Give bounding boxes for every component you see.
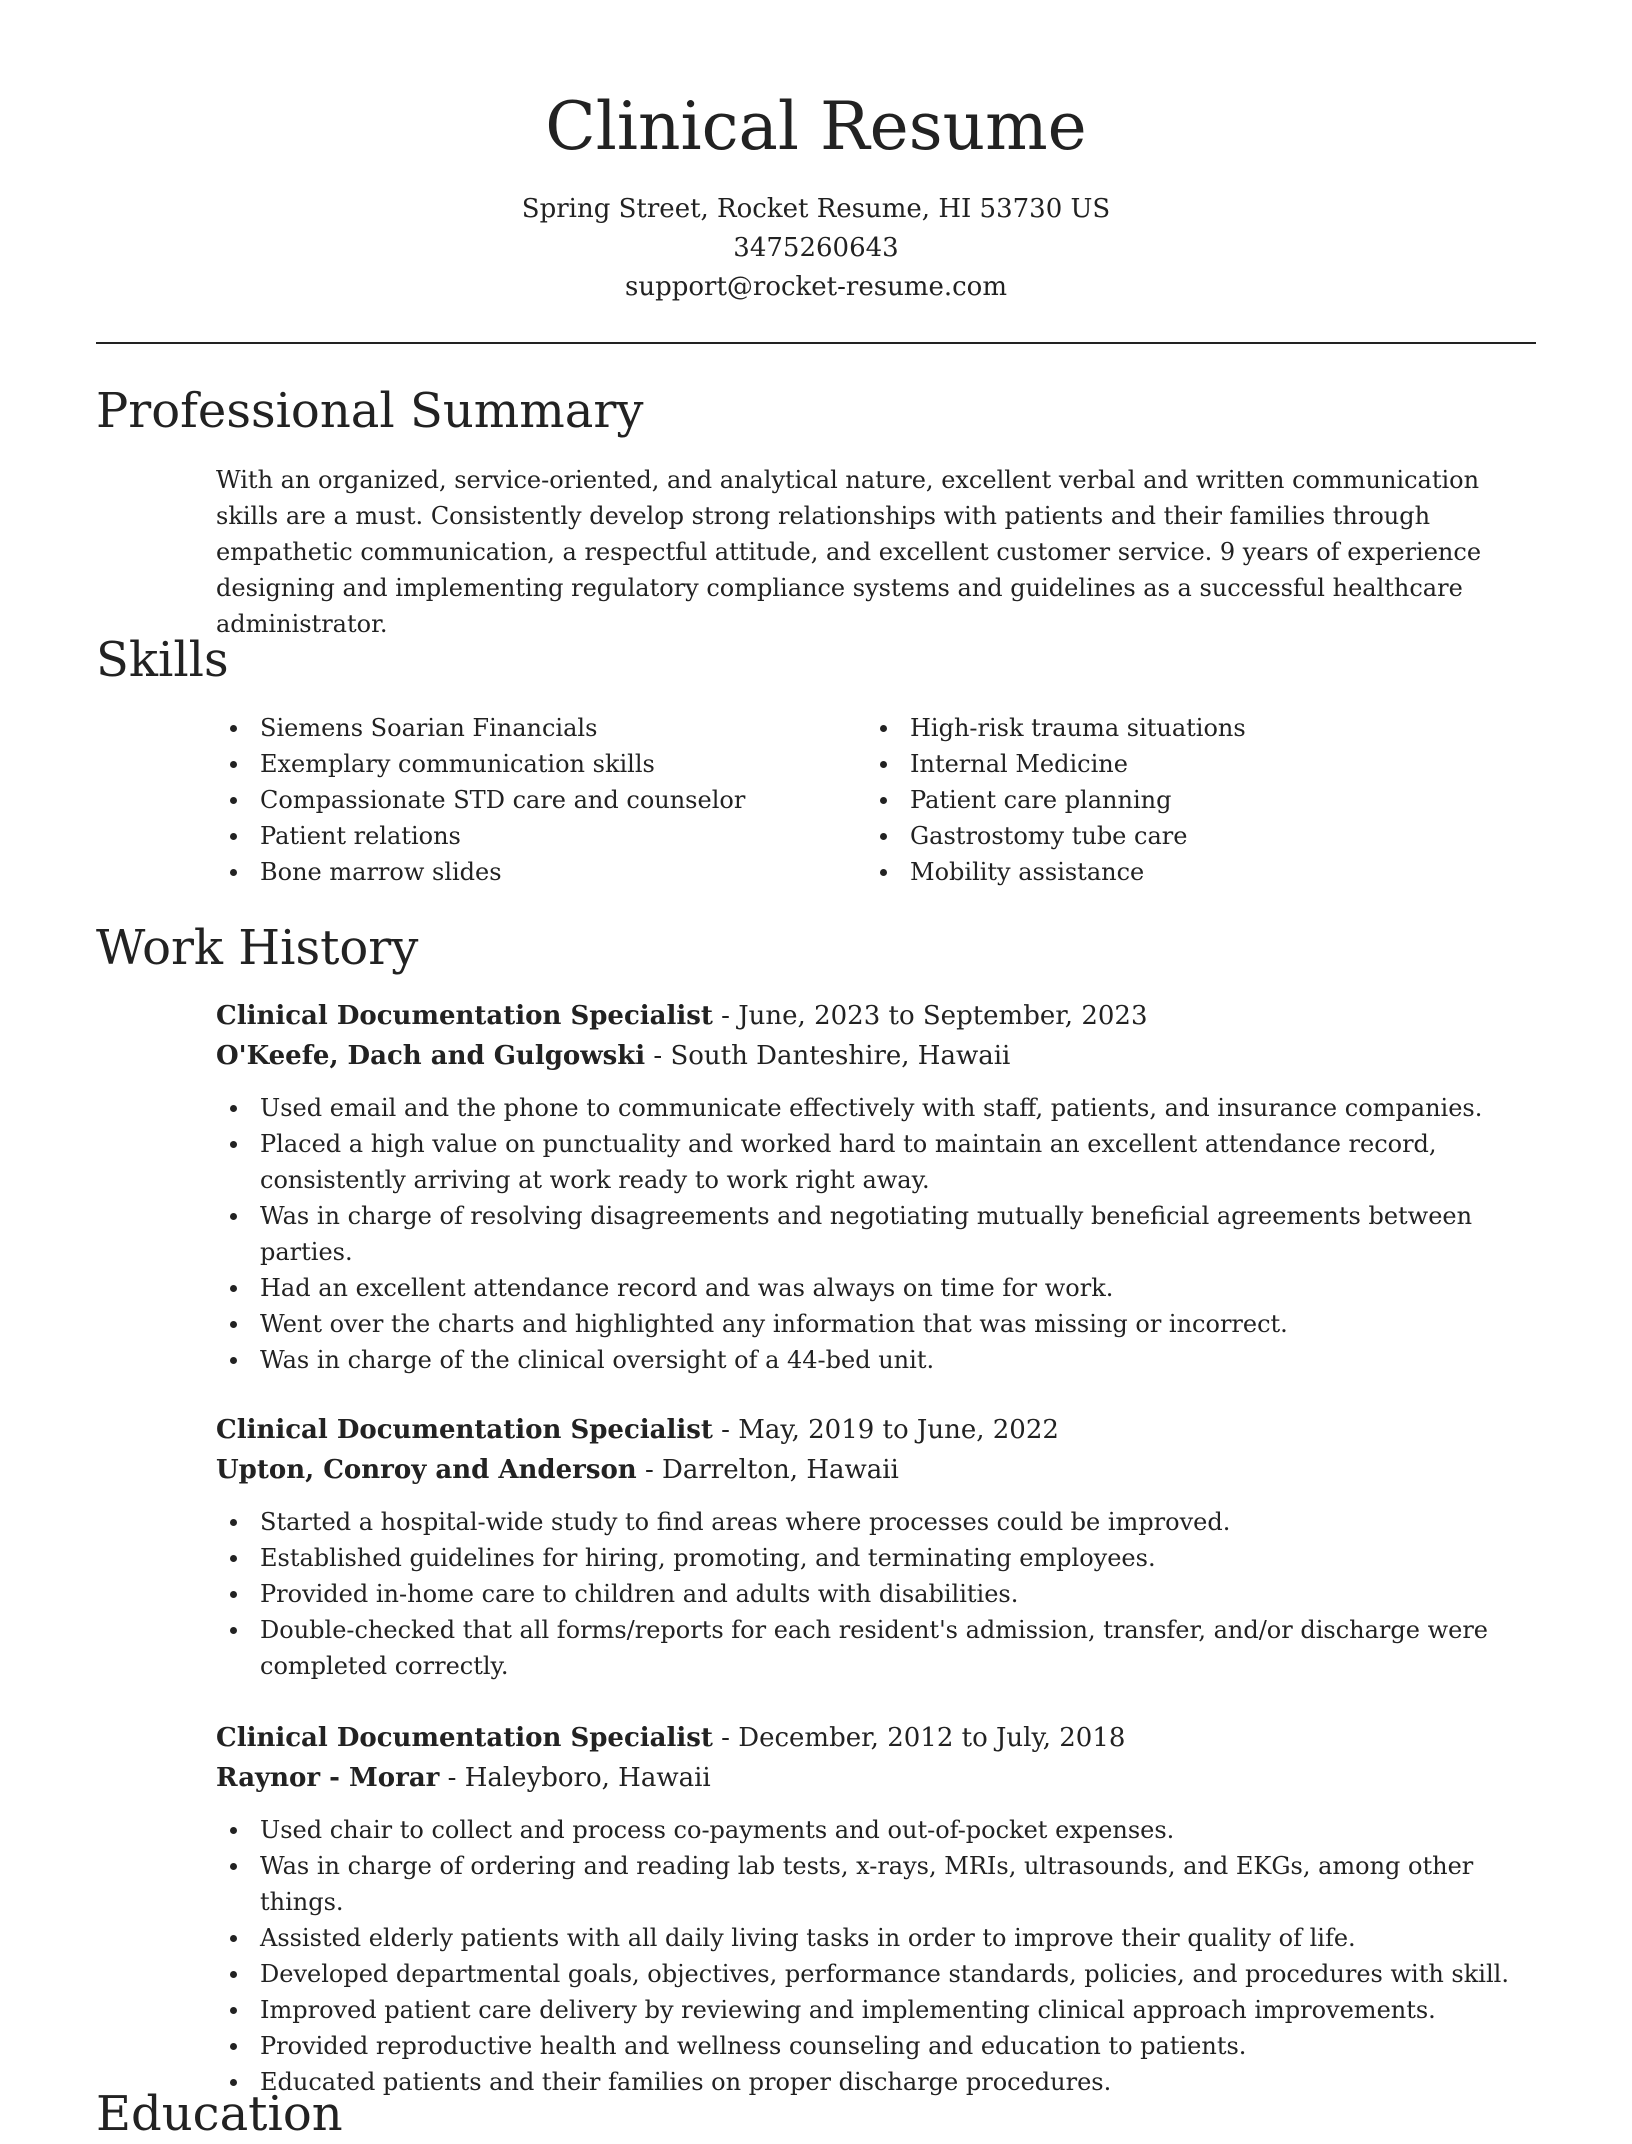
job-bullet: Was in charge of the clinical oversight of a 44-bed unit. <box>216 1342 1536 1378</box>
job-title: Clinical Documentation Specialist <box>216 1415 713 1445</box>
contact-address: Spring Street, Rocket Resume, HI 53730 US <box>521 194 1111 224</box>
job-bullet: Went over the charts and highlighted any information that was missing or incorrect. <box>216 1306 1536 1342</box>
job-title-line <box>216 1410 1536 1450</box>
job-entry <box>216 1410 1536 1684</box>
skill-item: Bone marrow slides <box>216 854 816 890</box>
resume-title: Clinical Resume <box>545 88 1087 165</box>
job-bullet: Educated patients and their families on proper discharge procedures. <box>216 2064 1536 2100</box>
skill-item: High-risk trauma situations <box>866 710 1466 746</box>
skill-item: Siemens Soarian Financials <box>216 710 816 746</box>
job-title: Clinical Documentation Specialist <box>216 1001 713 1031</box>
job-bullets <box>216 1812 1536 2100</box>
skill-item: Patient relations <box>216 818 816 854</box>
contact-phone: 3475260643 <box>733 233 899 263</box>
job-company: Upton, Conroy and Anderson <box>216 1455 637 1485</box>
job-title-line <box>216 996 1536 1036</box>
job-location: - Haleyboro, Hawaii <box>439 1763 711 1793</box>
job-bullets <box>216 1504 1536 1684</box>
skill-item: Gastrostomy tube care <box>866 818 1466 854</box>
job-bullet: Double-checked that all forms/reports for each resident's admission, transfer, and/or discharge were completed correctly. <box>216 1612 1536 1684</box>
job-title-line <box>216 1718 1536 1758</box>
job-title: Clinical Documentation Specialist <box>216 1723 713 1753</box>
skills-heading: Skills <box>96 632 229 688</box>
job-bullet: Had an excellent attendance record and was always on time for work. <box>216 1270 1536 1306</box>
job-entry <box>216 1718 1536 2100</box>
skill-item: Internal Medicine <box>866 746 1466 782</box>
job-bullet: Developed departmental goals, objectives, performance standards, policies, and procedures with skill. <box>216 1956 1536 1992</box>
job-bullet: Established guidelines for hiring, promoting, and terminating employees. <box>216 1540 1536 1576</box>
summary-text: With an organized, service-oriented, and analytical nature, excellent verbal and written communication skills are a must. Consistently develop strong relationships with patients and their families through empathetic communication, a respectful attitude, and excellent customer service. 9 years of experience designing and implementing regulatory compliance systems and guidelines as a successful healthcare administrator. <box>216 466 1482 638</box>
job-bullet: Placed a high value on punctuality and worked hard to maintain an excellent attendance record, consistently arriving at work ready to work right away. <box>216 1126 1536 1198</box>
header-divider <box>96 342 1536 344</box>
job-bullet: Assisted elderly patients with all daily living tasks in order to improve their quality of life. <box>216 1920 1536 1956</box>
job-bullet: Improved patient care delivery by reviewing and implementing clinical approach improvements. <box>216 1992 1536 2028</box>
job-dates: - June, 2023 to September, 2023 <box>712 1001 1148 1031</box>
job-company-line <box>216 1036 1536 1076</box>
job-company: Raynor - Morar <box>216 1763 440 1793</box>
summary-heading: Professional Summary <box>96 383 644 439</box>
skill-item: Exemplary communication skills <box>216 746 816 782</box>
skill-item: Compassionate STD care and counselor <box>216 782 816 818</box>
job-bullet: Was in charge of resolving disagreements and negotiating mutually beneficial agreements between parties. <box>216 1198 1536 1270</box>
job-bullet: Provided in-home care to children and adults with disabilities. <box>216 1576 1536 1612</box>
skill-item: Mobility assistance <box>866 854 1466 890</box>
contact-block <box>96 190 1536 307</box>
education-heading: Education <box>96 2086 343 2142</box>
job-bullets <box>216 1090 1536 1378</box>
job-bullet: Started a hospital-wide study to find areas where processes could be improved. <box>216 1504 1536 1540</box>
job-company-line <box>216 1450 1536 1490</box>
job-location: - South Danteshire, Hawaii <box>645 1041 1011 1071</box>
job-company: O'Keefe, Dach and Gulgowski <box>216 1041 646 1071</box>
work-history-heading: Work History <box>96 920 419 976</box>
job-dates: - May, 2019 to June, 2022 <box>712 1415 1059 1445</box>
job-bullet: Provided reproductive health and wellness counseling and education to patients. <box>216 2028 1536 2064</box>
job-bullet: Used chair to collect and process co-payments and out-of-pocket expenses. <box>216 1812 1536 1848</box>
job-bullet: Used email and the phone to communicate effectively with staff, patients, and insurance companies. <box>216 1090 1536 1126</box>
job-dates: - December, 2012 to July, 2018 <box>712 1723 1126 1753</box>
job-entry <box>216 996 1536 1378</box>
job-bullet: Was in charge of ordering and reading lab tests, x-rays, MRIs, ultrasounds, and EKGs, among other things. <box>216 1848 1536 1920</box>
skill-item: Patient care planning <box>866 782 1466 818</box>
skills-column-left <box>216 710 816 890</box>
skills-column-right <box>866 710 1466 890</box>
contact-email: support@rocket-resume.com <box>624 272 1007 302</box>
job-company-line <box>216 1758 1536 1798</box>
job-location: - Darrelton, Hawaii <box>636 1455 899 1485</box>
